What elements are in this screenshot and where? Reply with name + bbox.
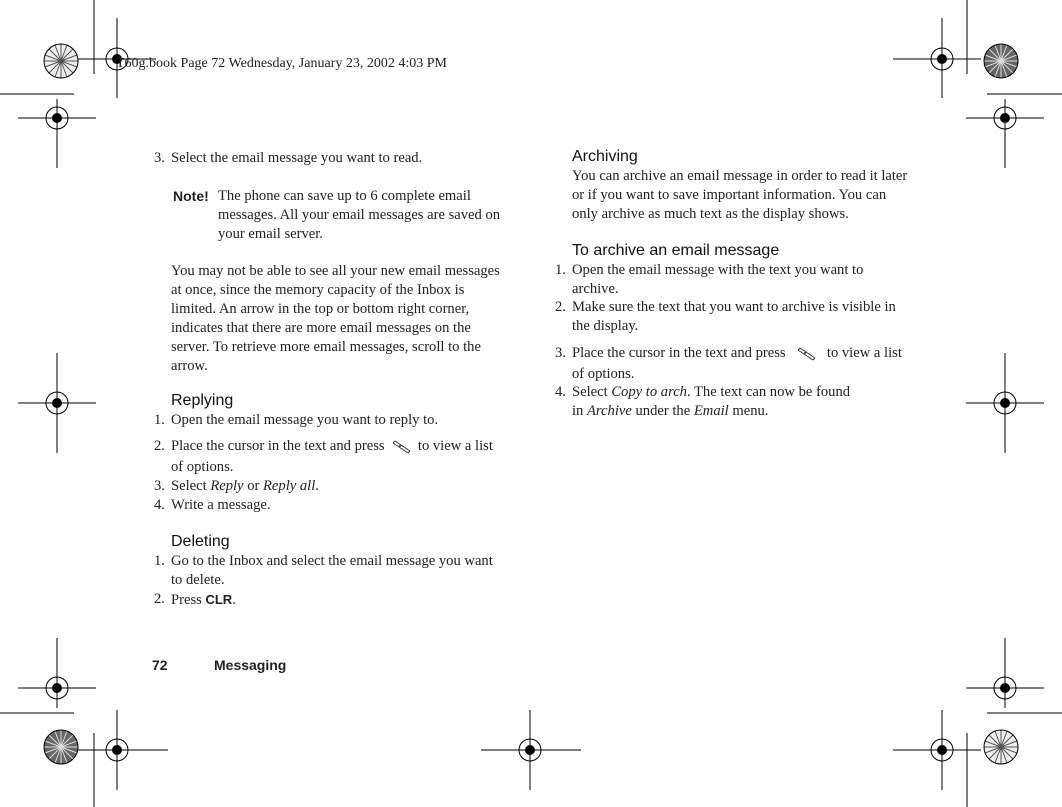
- note-label: Note!: [173, 188, 209, 204]
- archive-step-3: 3. Place the cursor in the text and press to view a list of options.: [555, 345, 902, 382]
- section-title: Messaging: [214, 657, 287, 673]
- clr-key: CLR: [205, 592, 233, 607]
- archiving-paragraph: You can archive an email message in order to read it later or if you want to save important information. You can only archive as much text as the display shows.: [572, 168, 908, 222]
- archiving-heading: Archiving: [572, 148, 638, 165]
- deleting-step-1: 1. Go to the Inbox and select the email message you want to delete.: [154, 553, 493, 588]
- replying-heading: Replying: [171, 392, 234, 409]
- replying-step-2: 2. Place the cursor in the text and press to view a list of options.: [154, 438, 493, 475]
- archive-step-4: 4. Select Copy to arch. The text can now be found in Archive under the Email menu.: [555, 384, 851, 419]
- options-key-icon: [388, 438, 414, 456]
- options-key-icon: [789, 345, 823, 363]
- note-text: The phone can save up to 6 complete email messages. All your email messages are saved on your email server.: [218, 188, 501, 242]
- archive-step-2: 2. Make sure the text that you want to archive is visible in the display.: [555, 299, 896, 334]
- to-archive-heading: To archive an email message: [572, 242, 780, 259]
- page-number: 72: [152, 657, 168, 673]
- archive-step-1: 1. Open the email message with the text you want to archive.: [555, 262, 864, 297]
- file-header: T60g.book Page 72 Wednesday, January 23, 2002 4:03 PM: [116, 56, 447, 71]
- inbox-paragraph: You may not be able to see all your new email messages at once, since the memory capacity of the Inbox is limited. An arrow in the top or bottom right corner, indicates that there are more email messages on the server. To retrieve more email messages, scroll to the arrow.: [171, 263, 500, 374]
- deleting-heading: Deleting: [171, 533, 230, 550]
